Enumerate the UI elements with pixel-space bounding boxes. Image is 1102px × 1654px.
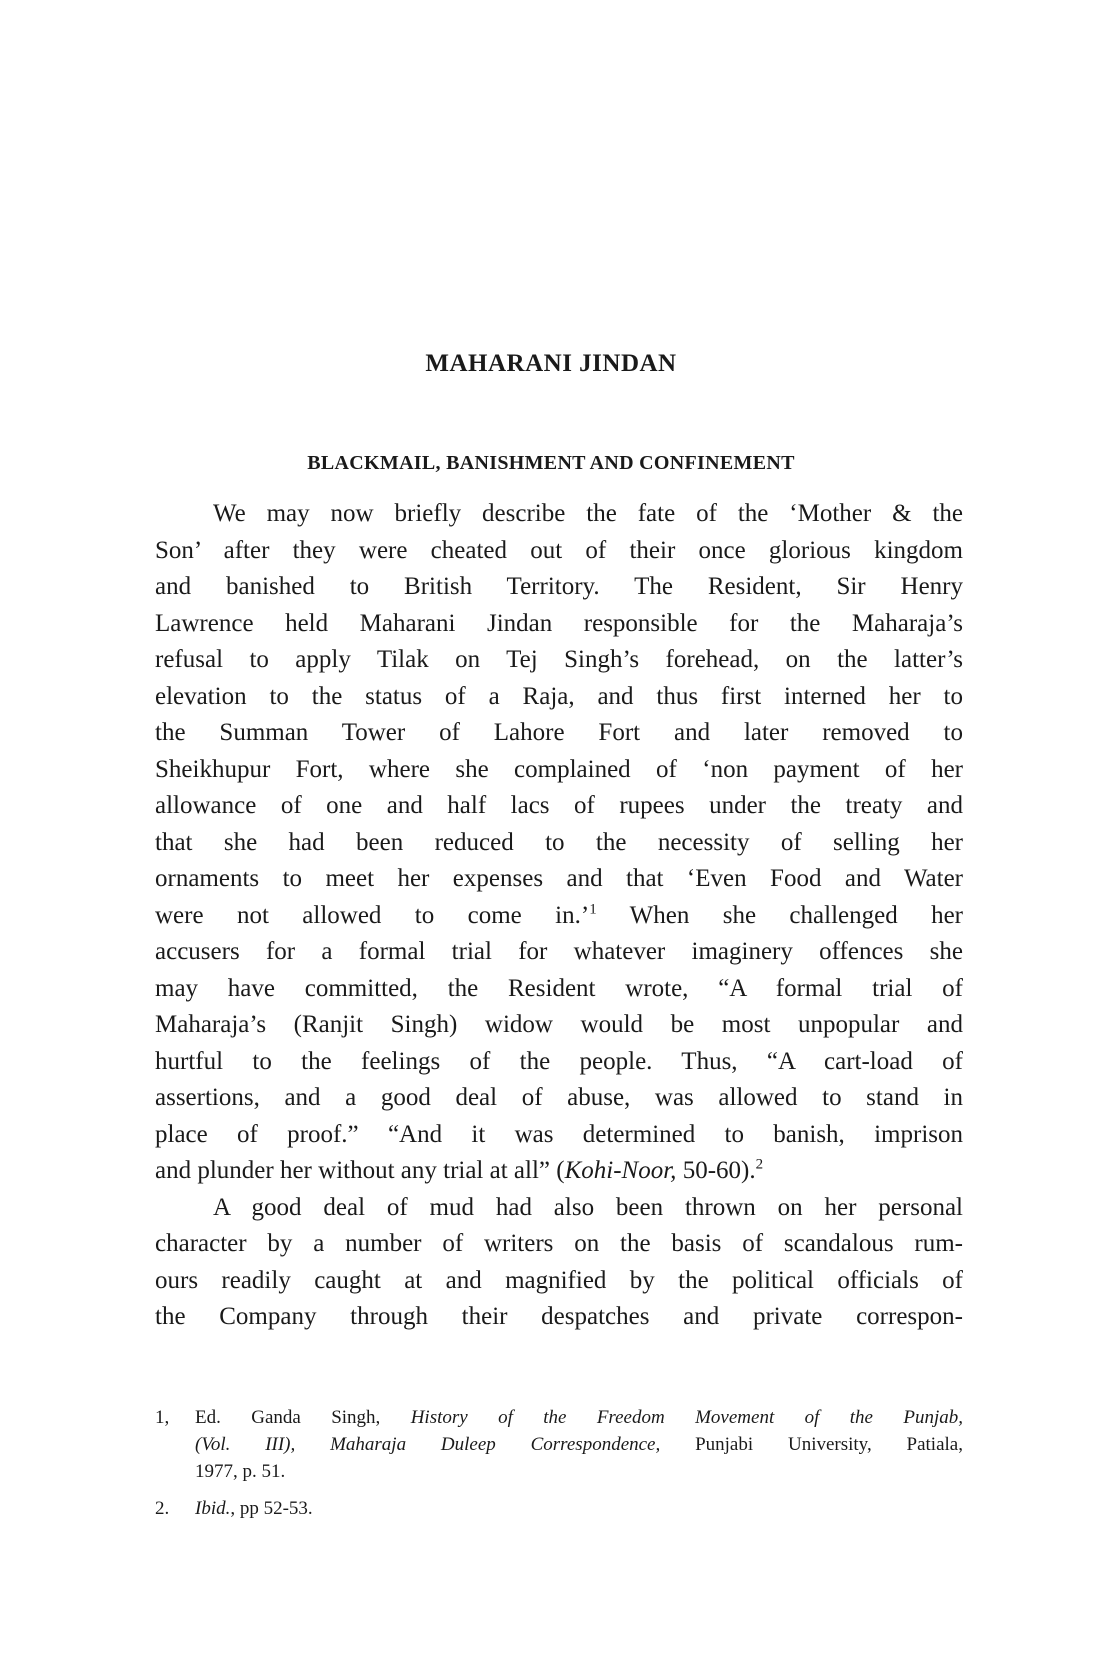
- text-line-17: assertions, and a good deal of abuse, was allowed to stand in: [155, 1084, 963, 1111]
- text-line-14: may have committed, the Resident wrote, “A formal trial of: [155, 974, 963, 1002]
- text-line-12: [155, 898, 963, 935]
- text-line-5: refusal to apply Tilak on Tej Singh’s forehead, on the latter’s: [155, 646, 963, 673]
- text-line-6: elevation to the status of a Raja, and thus first interned her to: [155, 682, 963, 710]
- footnote-2-line-1: [195, 1495, 963, 1522]
- text-line-10: that she had been reduced to the necessity of selling her: [155, 828, 963, 856]
- footnote-ref-2: 2: [755, 1156, 764, 1173]
- text-line-19: [155, 1153, 963, 1190]
- text-line-22: ours readily caught at and magnified by the political officials of: [155, 1266, 963, 1294]
- text-line-8: Sheikhupur Fort, where she complained of ‘non payment of her: [155, 755, 963, 783]
- footnotes: [155, 1404, 963, 1522]
- text-line-2: Son’ after they were cheated out of their once glorious kingdom: [155, 536, 963, 564]
- footnote-1-line-3: 1977, p. 51.: [195, 1461, 286, 1482]
- footnote-2-number: 2.: [155, 1498, 170, 1519]
- text-line-1: We may now briefly describe the fate of the ‘Mother & the: [213, 500, 963, 527]
- text-line-11: ornaments to meet her expenses and that ‘Even Food and Water: [155, 865, 963, 892]
- body-text: [155, 496, 963, 1336]
- text-line-18: place of proof.” “And it was determined to banish, imprison: [155, 1120, 963, 1148]
- footnote-1-line-2: [195, 1431, 963, 1458]
- footnote-1-book-title: History of the Freedom Movement of the Punjab,: [410, 1407, 963, 1428]
- footnote-2: [155, 1495, 963, 1522]
- footnote-1-publisher: Punjabi University, Patiala,: [660, 1434, 963, 1455]
- footnote-2-ibid: Ibid.: [195, 1498, 231, 1519]
- footnote-1-editor: Ed. Ganda Singh,: [195, 1407, 411, 1428]
- text-line-12-start: were not allowed to come in.’: [155, 901, 590, 929]
- footnote-2-pages: , pp 52-53.: [230, 1498, 313, 1519]
- text-line-19-end: 50-60).: [676, 1157, 756, 1184]
- footnote-1-line-1: [195, 1404, 963, 1431]
- text-line-19-start: and plunder her without any trial at all” (: [155, 1157, 565, 1184]
- text-line-4: Lawrence held Maharani Jindan responsible for the Maharaja’s: [155, 609, 963, 637]
- text-line-3: and banished to British Territory. The Resident, Sir Henry: [155, 573, 963, 600]
- footnote-1-volume: (Vol. III), Maharaja Duleep Correspondence,: [195, 1434, 661, 1455]
- source-citation: Kohi-Noor,: [564, 1157, 677, 1184]
- text-line-23: the Company through their despatches and private correspon-: [155, 1303, 963, 1330]
- footnote-ref-1: 1: [589, 901, 597, 918]
- text-line-20: A good deal of mud had also been thrown on her personal: [213, 1193, 963, 1221]
- chapter-title: MAHARANI JINDAN: [425, 350, 677, 377]
- text-line-9: allowance of one and half lacs of rupees under the treaty and: [155, 792, 963, 819]
- text-line-15: Maharaja’s (Ranjit Singh) widow would be most unpopular and: [155, 1011, 963, 1038]
- text-line-21: character by a number of writers on the basis of scandalous rum-: [155, 1230, 963, 1257]
- footnote-1: [155, 1404, 963, 1485]
- chapter-subtitle: BLACKMAIL, BANISHMENT AND CONFINEMENT: [307, 452, 795, 474]
- footnote-1-number: 1,: [155, 1407, 170, 1428]
- text-line-13: accusers for a formal trial for whatever imaginery offences she: [155, 938, 963, 965]
- text-line-12-end: When she challenged her: [596, 901, 964, 929]
- text-line-16: hurtful to the feelings of the people. Thus, “A cart-load of: [155, 1047, 963, 1075]
- text-line-7: the Summan Tower of Lahore Fort and later removed to: [155, 719, 963, 746]
